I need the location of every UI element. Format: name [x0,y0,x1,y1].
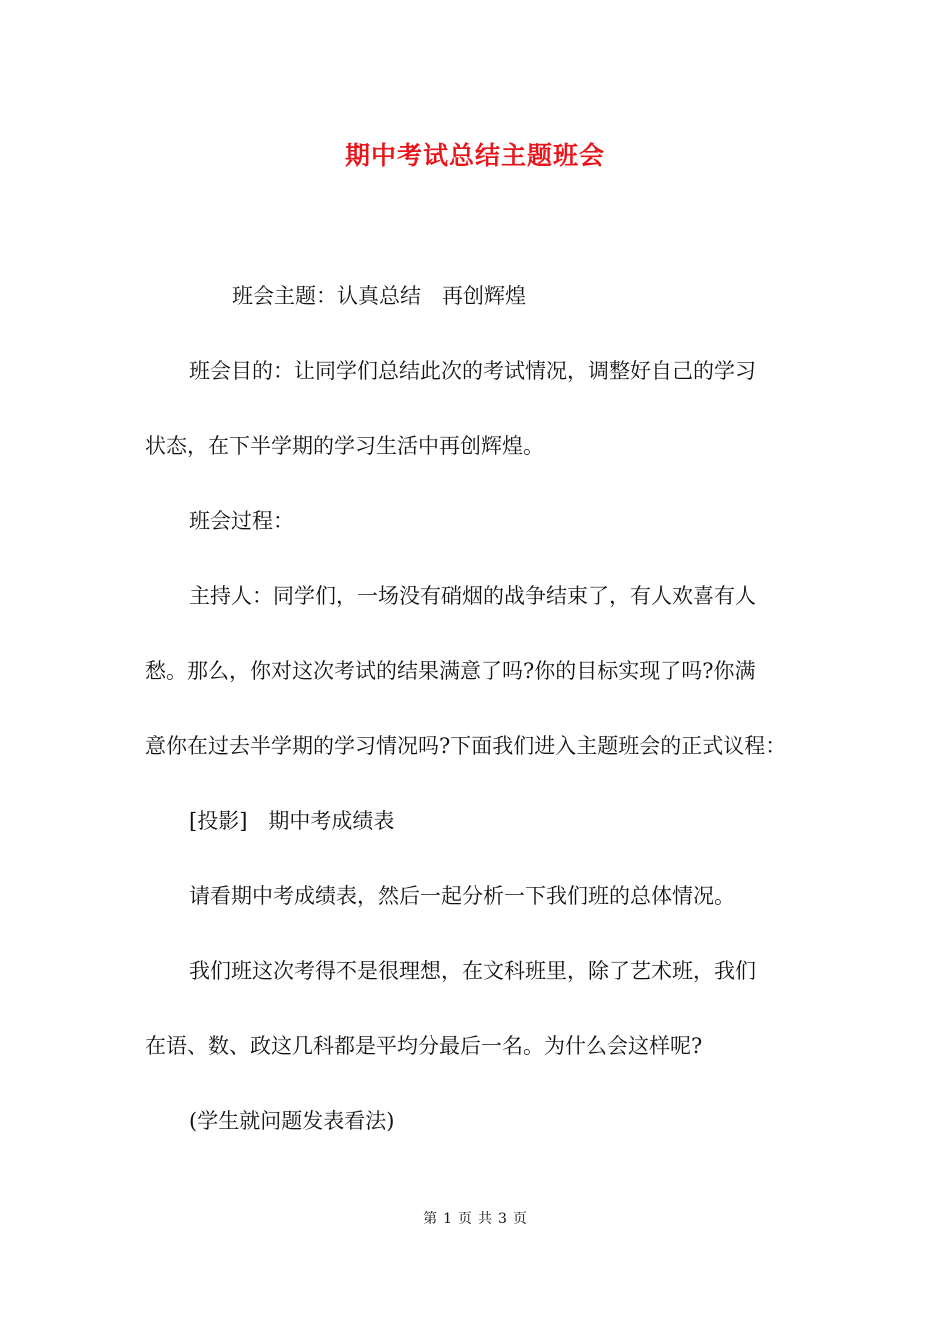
paragraph-line: 请看期中考成绩表，然后一起分析一下我们班的总体情况。 [189,884,735,908]
paragraph-line: [投影] 期中考成绩表 [189,809,395,833]
paragraph-line: 意你在过去半学期的学习情况吗?下面我们进入主题班会的正式议程： [145,734,787,758]
footer-label-unit2: 页 [512,1211,527,1227]
page-footer [0,1208,950,1228]
footer-label-page: 第 [423,1211,438,1227]
paragraph-line: 班会目的：让同学们总结此次的考试情况，调整好自己的学习 [189,359,756,383]
paragraph-line: 班会主题：认真总结 再创辉煌 [232,284,526,308]
footer-total-pages: 3 [498,1211,507,1227]
footer-label-total: 共 [478,1211,492,1227]
paragraph-line: 愁。那么，你对这次考试的结果满意了吗?你的目标实现了吗?你满 [145,659,756,683]
document-title: 期中考试总结主题班会 [344,141,605,170]
footer-label-unit: 页 [458,1211,472,1227]
paragraph-line: 主持人：同学们，一场没有硝烟的战争结束了，有人欢喜有人 [189,584,756,608]
paragraph-line: 我们班这次考得不是很理想，在文科班里，除了艺术班，我们 [189,959,756,983]
paragraph-line: 班会过程： [189,509,294,533]
paragraph-line: (学生就问题发表看法) [189,1109,395,1133]
paragraph-line: 在语、数、政这几科都是平均分最后一名。为什么会这样呢? [145,1034,703,1058]
footer-current-page: 1 [443,1211,452,1227]
paragraph-line: 状态，在下半学期的学习生活中再创辉煌。 [145,434,544,458]
